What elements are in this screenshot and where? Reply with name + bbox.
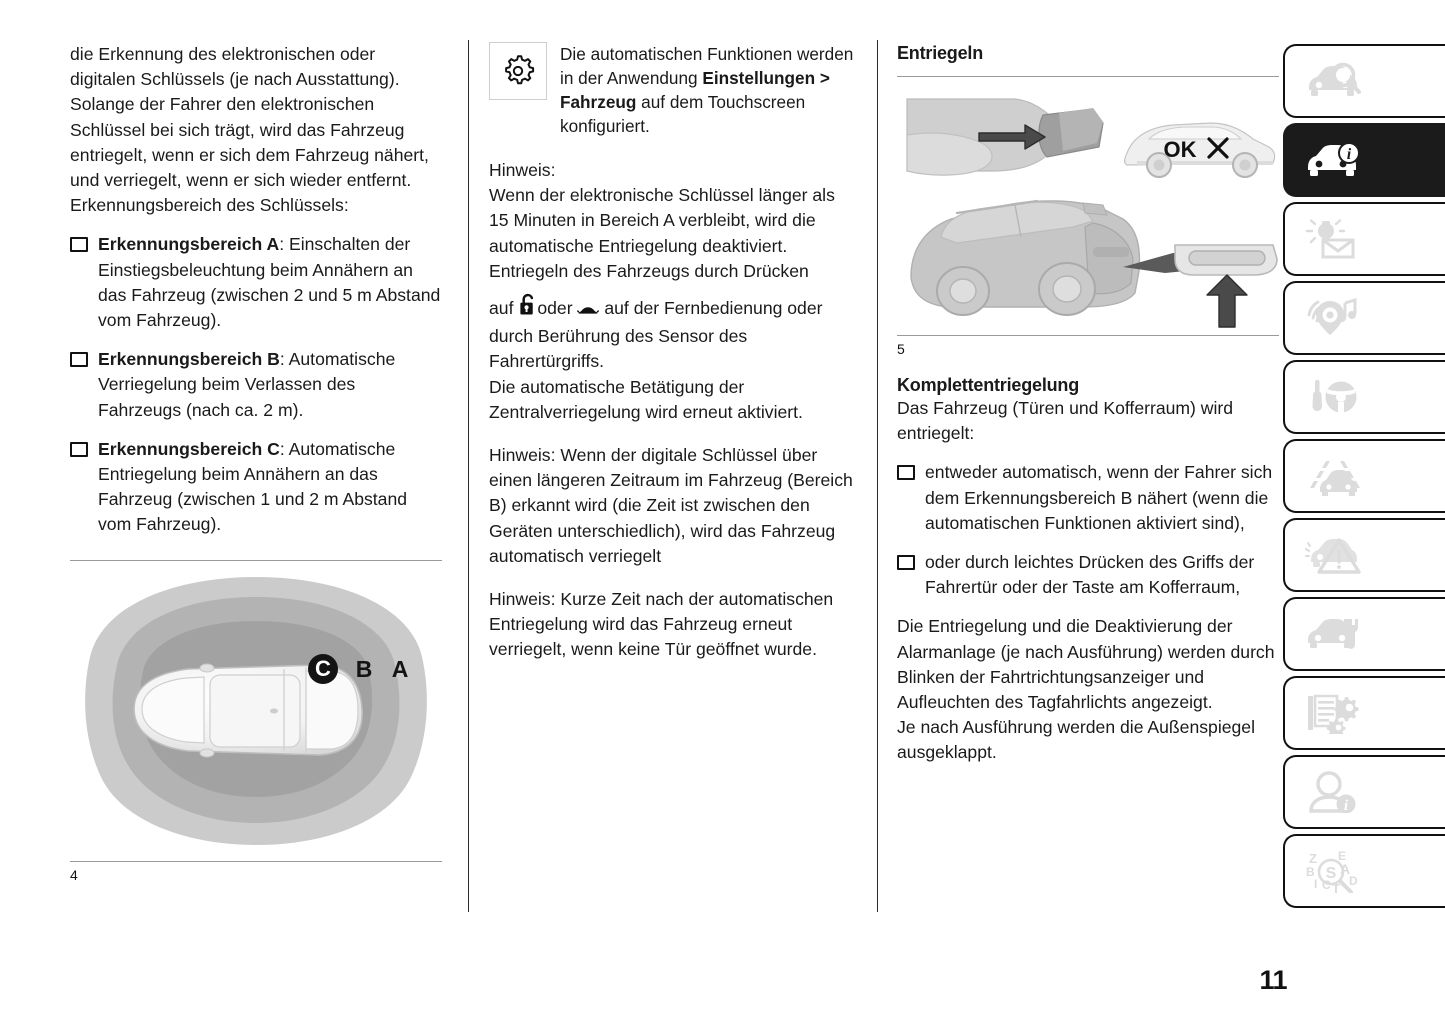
car-info-icon bbox=[1305, 140, 1361, 180]
bullet-item bbox=[897, 460, 1279, 536]
note2 bbox=[489, 443, 859, 569]
svg-text:Z: Z bbox=[1309, 851, 1317, 866]
page-title: Entriegeln bbox=[897, 43, 984, 63]
figure-number: 4 bbox=[70, 866, 78, 883]
column-one bbox=[70, 42, 442, 884]
alphabet-search-icon bbox=[1305, 849, 1367, 893]
bullet-item bbox=[70, 437, 442, 538]
bullet-square-icon bbox=[70, 237, 88, 252]
sidebar-tab-specifications[interactable] bbox=[1283, 676, 1445, 750]
settings-note-block bbox=[489, 42, 859, 138]
unlock-padlock-icon bbox=[518, 292, 537, 324]
ok-label: OK bbox=[1163, 137, 1197, 162]
specs-gear-icon bbox=[1305, 692, 1361, 734]
trunk-button-detail bbox=[1175, 245, 1277, 327]
sidebar-tab-navigation-audio[interactable] bbox=[1283, 281, 1445, 355]
svg-text:i: i bbox=[1346, 146, 1352, 163]
zone-label-a: A bbox=[391, 655, 409, 682]
svg-text:A: A bbox=[1340, 861, 1351, 877]
breakdown-warning-icon bbox=[1305, 534, 1361, 576]
hand-handle-illustration bbox=[907, 99, 1103, 175]
zone-label-b: B bbox=[355, 655, 373, 682]
car-side-view-ok bbox=[1125, 123, 1275, 177]
bullet-square-icon bbox=[70, 442, 88, 457]
bullet-square-icon bbox=[70, 352, 88, 367]
note3-body: Kurze Zeit nach der automatischen Entriegelung wird das Fahrzeug erneut verriegelt, wenn keine Tür geöffnet wurde. bbox=[489, 589, 834, 660]
trunk-release-icon bbox=[577, 299, 599, 324]
column-divider-1 bbox=[468, 40, 469, 912]
note1-tail: Die automatische Betätigung der Zentralverriegelung wird erneut aktiviert. bbox=[489, 376, 803, 422]
note1-line-b: oder bbox=[537, 298, 573, 319]
bullet-item bbox=[70, 232, 442, 333]
figure-detection-zones bbox=[70, 561, 442, 861]
unlocking-illustration bbox=[897, 77, 1279, 335]
sidebar-tab-user-info[interactable] bbox=[1283, 755, 1445, 829]
lane-assist-icon bbox=[1305, 455, 1361, 497]
bullet-text: : Einschalten der Einstiegsbeleuchtung beim Annähern an das Fahrzeug (zwischen 2 und 5 m Abstand vom Fahrzeug). bbox=[98, 234, 441, 331]
intro-paragraph: die Erkennung des elektronischen oder digitalen Schlüssels (je nach Ausstattung). Solange der Fahrer den elektronischen Schlüssel bei sich trägt, wird das Fahrzeug entriegelt, wenn er sich dem Fahrzeug nähert, und verriegelt, wenn er sich wieder entfernt. bbox=[70, 44, 429, 191]
sidebar-tab-driver-assist[interactable] bbox=[1283, 439, 1445, 513]
section-intro: Das Fahrzeug (Türen und Kofferraum) wird entriegelt: bbox=[897, 398, 1234, 444]
zone-label-c: C bbox=[315, 655, 331, 681]
note3-label: Hinweis: bbox=[489, 589, 556, 610]
sidebar-tab-driving[interactable] bbox=[1283, 360, 1445, 434]
svg-text:C: C bbox=[1322, 878, 1331, 892]
note1-line-a: auf bbox=[489, 298, 514, 319]
bullet-square-icon bbox=[897, 555, 915, 570]
sidebar-tab-breakdown[interactable] bbox=[1283, 518, 1445, 592]
user-info-icon bbox=[1305, 771, 1361, 813]
sidebar-tab-car-info[interactable] bbox=[1283, 123, 1445, 197]
settings-note-text bbox=[560, 42, 859, 138]
bullet-text: oder durch leichtes Drücken des Griffs der Fahrertür oder der Taste am Kofferraum, bbox=[925, 552, 1255, 598]
figure5-number: 5 bbox=[897, 341, 905, 357]
column-divider-2 bbox=[877, 40, 878, 912]
press-up-arrow-icon bbox=[1207, 275, 1247, 327]
car-search-icon bbox=[1305, 61, 1361, 101]
bullet-bold-label: Erkennungsbereich C bbox=[98, 438, 280, 459]
svg-text:T: T bbox=[1332, 881, 1340, 893]
svg-text:D: D bbox=[1349, 874, 1358, 888]
subintro-line: Erkennungsbereich des Schlüssels: bbox=[70, 195, 349, 216]
column-two bbox=[489, 42, 859, 663]
svg-text:E: E bbox=[1338, 849, 1347, 863]
note1-label: Hinweis: bbox=[489, 160, 556, 180]
settings-note-after: auf dem Touchscreen konfiguriert. bbox=[560, 92, 806, 136]
figure5-rule-bottom bbox=[897, 335, 1279, 336]
note1-body: Wenn der elektronische Schlüssel länger als 15 Minuten in Bereich A verbleibt, wird die automatische Entriegelung deaktiviert. Entriegeln des Fahrzeugs durch Drücken bbox=[489, 185, 835, 281]
car-rear-view-illustration bbox=[911, 201, 1139, 315]
car-wrench-icon bbox=[1305, 613, 1361, 655]
svg-text:S: S bbox=[1325, 865, 1337, 882]
section-tabs bbox=[1283, 44, 1441, 913]
bullet-item bbox=[897, 550, 1279, 600]
bullet-bold-label: Erkennungsbereich A bbox=[98, 234, 280, 255]
tail-paragraph-1: Die Entriegelung und die Deaktivierung der Alarmanlage (je nach Ausführung) werden durch Blinken der Fahrtrichtungsanzeiger und Aufleuchten des Tagfahrlichts angezeigt. bbox=[897, 616, 1275, 713]
settings-note-before: Die automatischen Funktionen werden in der Anwendung bbox=[560, 44, 854, 88]
section-heading: Komplettentriegelung bbox=[897, 375, 1080, 395]
bullet-text: : Automatische Verriegelung beim Verlassen des Fahrzeugs (nach ca. 2 m). bbox=[98, 349, 396, 420]
note1-line-c: auf der Fernbedienung oder durch Berührung des Sensor des Fahrertürgriffs. bbox=[489, 298, 823, 372]
figure-unlocking bbox=[897, 77, 1279, 335]
steering-wheel-icon bbox=[1305, 376, 1361, 418]
bullet-bold-label: Erkennungsbereich B bbox=[98, 349, 280, 370]
note3 bbox=[489, 587, 859, 663]
sidebar-tab-car-search[interactable] bbox=[1283, 44, 1445, 118]
svg-text:i: i bbox=[1343, 798, 1349, 813]
sidebar-tab-index[interactable] bbox=[1283, 834, 1445, 908]
gear-icon-box bbox=[489, 42, 547, 100]
tail-paragraph-2: Je nach Ausführung werden die Außenspiegel ausgeklappt. bbox=[897, 717, 1255, 763]
sidebar-tab-maintenance[interactable] bbox=[1283, 597, 1445, 671]
sidebar-tab-lighting-visibility[interactable] bbox=[1283, 202, 1445, 276]
bullet-item bbox=[70, 347, 442, 423]
bullet-text: entweder automatisch, wenn der Fahrer sich dem Erkennungsbereich B nähert (wenn die automatischen Funktionen aktiviert sind), bbox=[925, 462, 1273, 533]
page-number: 11 bbox=[1259, 965, 1287, 995]
navigation-audio-icon bbox=[1305, 297, 1361, 339]
bullet-text: : Automatische Entriegelung beim Annähern an das Fahrzeug (zwischen 1 und 2 m Abstand vom Fahrzeug). bbox=[98, 438, 408, 535]
svg-text:B: B bbox=[1306, 865, 1315, 879]
column-three bbox=[897, 42, 1279, 766]
note2-body: Wenn der digitale Schlüssel über einen längeren Zeitraum im Fahrzeug (Bereich B) erkannt wird (die Zeit ist zwischen den Geräten unterschiedlich), wird das Fahrzeug automatisch verriegelt bbox=[489, 445, 853, 566]
settings-path-bold: Einstellungen > Fahrzeug bbox=[560, 68, 830, 112]
detection-zones-illustration bbox=[70, 561, 442, 861]
note1-icon-line bbox=[489, 292, 859, 375]
gear-icon bbox=[499, 52, 537, 90]
svg-text:I: I bbox=[1314, 877, 1318, 891]
note2-label: Hinweis: bbox=[489, 445, 556, 466]
bullet-square-icon bbox=[897, 465, 915, 480]
light-mail-icon bbox=[1305, 218, 1361, 260]
